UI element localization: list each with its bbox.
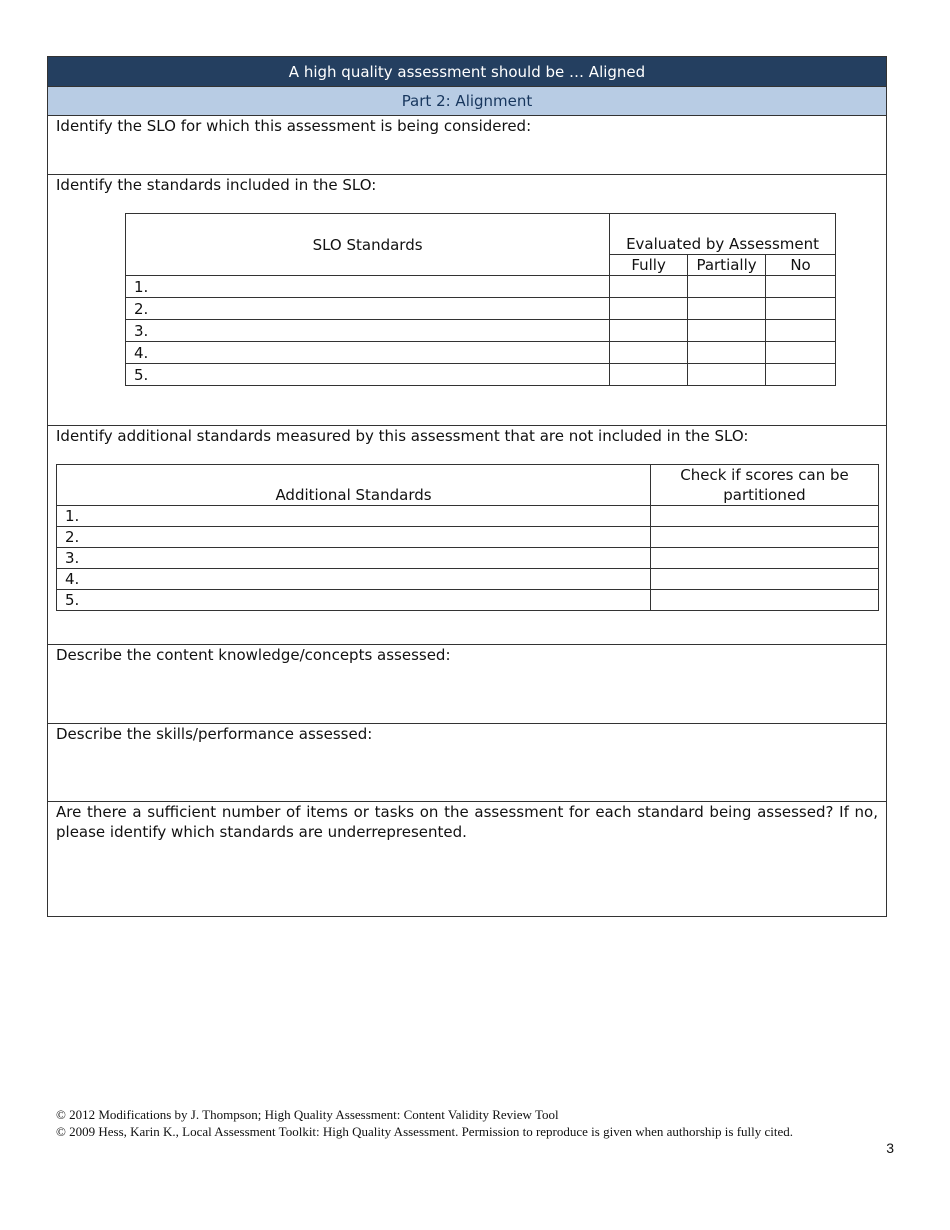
row-number: 2. <box>57 527 651 548</box>
footer-line-1: © 2012 Modifications by J. Thompson; High Quality Assessment: Content Validity Review Tool <box>56 1107 559 1122</box>
no-header: No <box>766 255 836 276</box>
skills-prompt: Describe the skills/performance assessed: <box>56 725 373 743</box>
skills-section <box>48 724 886 802</box>
table-row <box>57 527 879 548</box>
fully-cell[interactable] <box>610 342 688 364</box>
partially-cell[interactable] <box>688 320 766 342</box>
additional-standards-section <box>48 426 886 645</box>
slo-standards-header: SLO Standards <box>126 214 610 276</box>
partition-check-header: Check if scores can be partitioned <box>651 465 879 506</box>
partially-cell[interactable] <box>688 342 766 364</box>
row-number: 3. <box>57 548 651 569</box>
alignment-form <box>47 56 887 917</box>
table-row <box>57 506 879 527</box>
content-prompt: Describe the content knowledge/concepts assessed: <box>56 646 451 664</box>
additional-standards-table <box>56 464 879 611</box>
row-number: 3. <box>126 320 610 342</box>
check-cell[interactable] <box>651 548 879 569</box>
standards-prompt: Identify the standards included in the SLO: <box>56 176 377 194</box>
content-section <box>48 645 886 724</box>
fully-header: Fully <box>610 255 688 276</box>
table-row <box>126 276 836 298</box>
slo-section <box>48 116 886 175</box>
fully-cell[interactable] <box>610 276 688 298</box>
row-number: 5. <box>57 590 651 611</box>
no-cell[interactable] <box>766 364 836 386</box>
additional-prompt: Identify additional standards measured by this assessment that are not included in the SLO: <box>56 427 749 445</box>
table-row <box>126 364 836 386</box>
slo-standards-section <box>48 175 886 426</box>
table-row <box>57 590 879 611</box>
check-cell[interactable] <box>651 506 879 527</box>
row-number: 5. <box>126 364 610 386</box>
row-number: 2. <box>126 298 610 320</box>
check-cell[interactable] <box>651 590 879 611</box>
fully-cell[interactable] <box>610 364 688 386</box>
footer-line-2: © 2009 Hess, Karin K., Local Assessment Toolkit: High Quality Assessment. Permission to reproduce is given when authorship is fully cited. <box>56 1124 794 1139</box>
partially-cell[interactable] <box>688 364 766 386</box>
form-title: A high quality assessment should be … Aligned <box>48 57 886 87</box>
additional-standards-header: Additional Standards <box>57 465 651 506</box>
evaluated-header: Evaluated by Assessment <box>610 214 836 255</box>
fully-cell[interactable] <box>610 320 688 342</box>
partially-cell[interactable] <box>688 276 766 298</box>
no-cell[interactable] <box>766 298 836 320</box>
sufficiency-section <box>48 802 886 916</box>
table-row <box>126 320 836 342</box>
page-number: 3 <box>886 1140 894 1156</box>
partially-cell[interactable] <box>688 298 766 320</box>
fully-cell[interactable] <box>610 298 688 320</box>
no-cell[interactable] <box>766 342 836 364</box>
slo-standards-table <box>125 213 836 386</box>
table-row <box>126 298 836 320</box>
form-subtitle: Part 2: Alignment <box>48 87 886 116</box>
footer <box>56 1106 916 1140</box>
partially-header: Partially <box>688 255 766 276</box>
row-number: 1. <box>126 276 610 298</box>
check-cell[interactable] <box>651 569 879 590</box>
sufficiency-prompt: Are there a sufficient number of items or tasks on the assessment for each standard being assessed? If no, please identify which standards are underrepresented. <box>56 803 878 841</box>
row-number: 1. <box>57 506 651 527</box>
check-cell[interactable] <box>651 527 879 548</box>
slo-prompt: Identify the SLO for which this assessment is being considered: <box>56 117 532 135</box>
no-cell[interactable] <box>766 276 836 298</box>
table-row <box>126 342 836 364</box>
row-number: 4. <box>126 342 610 364</box>
table-row <box>57 569 879 590</box>
no-cell[interactable] <box>766 320 836 342</box>
table-row <box>57 548 879 569</box>
row-number: 4. <box>57 569 651 590</box>
